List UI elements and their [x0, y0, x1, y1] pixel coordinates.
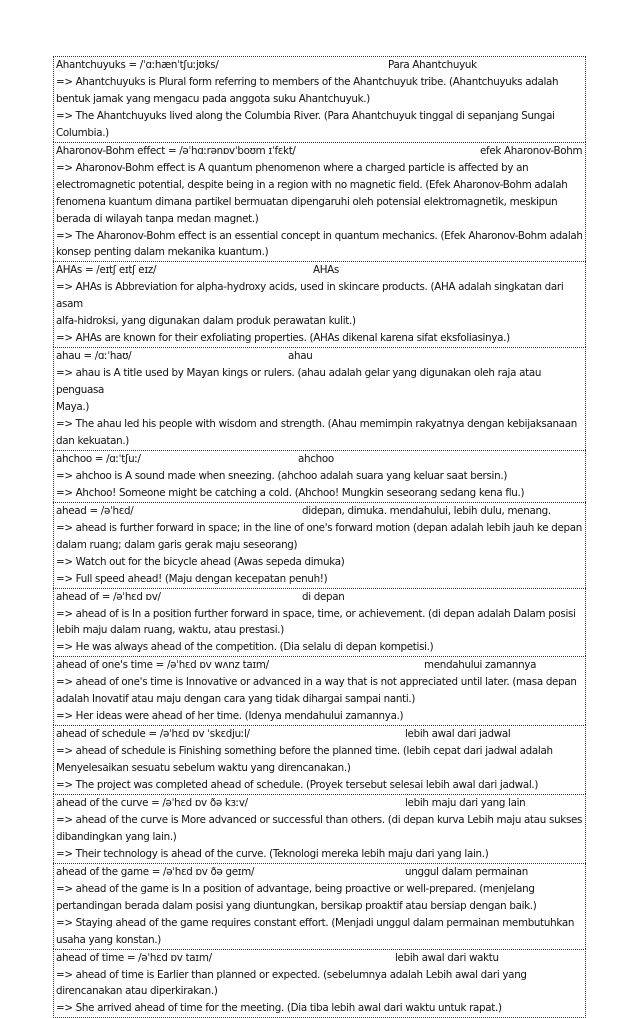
example-line: => He was always ahead of the competition. (Dia selalu di depan kompetisi.) [56, 641, 434, 654]
example-line: => Full speed ahead! (Maju dengan kecepatan penuh!) [56, 572, 328, 585]
dictionary-entry [53, 863, 586, 949]
dictionary-entry [53, 142, 586, 262]
example-line: usaha yang konstan.) [56, 933, 161, 946]
headword: ahead of the curve = /əˈhɛd ɒv ðə kɜːv/ [56, 796, 248, 809]
definition-line: dalam ruang; dalam garis gerak maju seseorang) [56, 538, 298, 551]
definition-line: adalah Inovatif atau maju dengan cara yang tidak dihargai sampai nanti.) [56, 693, 416, 706]
dictionary-page [53, 56, 586, 1018]
definition-line: => ahead is further forward in space; in the line of one's forward motion (depan adalah lebih jauh ke depan [56, 521, 582, 534]
example-line: => Their technology is ahead of the curve. (Teknologi mereka lebih maju dari yang lain.) [56, 847, 489, 860]
definition-line: alfa-hidroksi, yang digunakan dalam produk perawatan kulit.) [56, 315, 356, 328]
definition-line: => ahead of one's time is Innovative or advanced in a way that is not appreciated until later. (masa depan [56, 676, 577, 689]
entry-header [56, 348, 583, 365]
entry-header [56, 451, 583, 468]
definition-line: fenomena kuantum dimana partikel bermuatan dipengaruhi oleh potensial elektromagnetik, meskipun [56, 195, 558, 208]
translation: didepan, dimuka. mendahului, lebih dulu, menang. [302, 504, 551, 517]
entry-header [56, 726, 583, 743]
definition-line: => ahead of is In a position further forward in space, time, or achievement. (di depan adalah Dalam posisi [56, 607, 576, 620]
definition-line: pertandingan berada dalam posisi yang diuntungkan, bersikap proaktif atau bersiap dengan baik.) [56, 899, 537, 912]
dictionary-entry [53, 347, 586, 450]
dictionary-entry [53, 588, 586, 657]
translation: Para Ahantchuyuk [388, 59, 477, 71]
definition-line: electromagnetic potential, despite being in a region with no magnetic field. (Efek Aharonov-Bohm adalah [56, 178, 568, 191]
headword: ahau = /ɑːˈhaʊ/ [56, 350, 132, 363]
definition-line: => ahead of schedule is Finishing something before the planned time. (lebih cepat dari jadwal adalah [56, 745, 553, 758]
definition-line: lebih maju dalam ruang, waktu, atau prestasi.) [56, 624, 284, 637]
example-line: => Watch out for the bicycle ahead (Awas sepeda dimuka) [56, 555, 345, 568]
translation: ahchoo [298, 452, 334, 465]
definition-line: => ahead of the curve is More advanced or successful than others. (di depan kurva Lebih maju atau sukses [56, 813, 583, 826]
definition-line: dibandingkan yang lain.) [56, 830, 177, 843]
example-line: => Ahchoo! Someone might be catching a cold. (Ahchoo! Mungkin seseorang sedang kena flu.) [56, 486, 525, 499]
headword: ahead of time = /əˈhɛd ɒv taɪm/ [56, 951, 212, 964]
example-line: dan kekuatan.) [56, 434, 130, 447]
definition-line: => ahau is A title used by Mayan kings or rulers. (ahau adalah gelar yang digunakan oleh raja atau penguasa [56, 367, 542, 397]
definition-line: => ahead of the game is In a position of advantage, being proactive or well-prepared. (menjelang [56, 882, 535, 895]
example-line: => She arrived ahead of time for the meeting. (Dia tiba lebih awal dari waktu untuk rapat.) [56, 1002, 502, 1015]
headword: ahead of = /əˈhɛd ɒv/ [56, 590, 161, 603]
definition-line: => Aharonov-Bohm effect is A quantum phenomenon where a charged particle is affected by an [56, 161, 529, 174]
definition-line: Menyelesaikan sesuatu sebelum waktu yang direncanakan.) [56, 762, 351, 775]
headword: ahead = /əˈhɛd/ [56, 504, 134, 517]
example-line: => Her ideas were ahead of her time. (Idenya mendahului zamannya.) [56, 710, 404, 723]
translation: unggul dalam permainan [405, 865, 528, 878]
definition-line: => ahchoo is A sound made when sneezing. (ahchoo adalah suara yang keluar saat bersin.) [56, 469, 508, 482]
dictionary-entry [53, 949, 586, 1018]
dictionary-entry [53, 502, 586, 588]
entry-header [56, 143, 583, 160]
definition-line: => Ahantchuyuks is Plural form referring to members of the Ahantchuyuk tribe. (Ahantchuyuks adalah [56, 75, 559, 88]
headword: ahead of one's time = /əˈhɛd ɒv wʌnz taɪm/ [56, 659, 269, 672]
translation: lebih awal dari jadwal [405, 728, 511, 741]
entry-header [56, 503, 583, 520]
dictionary-entry [53, 725, 586, 794]
entry-header [56, 864, 583, 881]
headword: ahead of the game = /əˈhɛd ɒv ðə geɪm/ [56, 865, 255, 878]
definition-line: berada di wilayah tanpa medan magnet.) [56, 212, 259, 225]
headword: AHAs = /eɪtʃ eɪtʃ eɪz/ [56, 264, 157, 277]
entry-header [56, 589, 583, 606]
definition-line: Maya.) [56, 401, 90, 414]
example-line: => The project was completed ahead of schedule. (Proyek tersebut selesai lebih awal dari jadwal.) [56, 779, 539, 792]
definition-line: bentuk jamak yang mengacu pada anggota suku Ahantchuyuk.) [56, 92, 370, 105]
dictionary-entry [53, 261, 586, 347]
headword: ahchoo = /ɑːˈtʃuː/ [56, 452, 141, 465]
translation: di depan [302, 590, 345, 603]
example-line: => AHAs are known for their exfoliating properties. (AHAs dikenal karena sifat eksfoliasinya.) [56, 332, 510, 345]
definition-line: => ahead of time is Earlier than planned or expected. (sebelumnya adalah Lebih awal dari yang [56, 968, 527, 981]
entry-header [56, 795, 583, 812]
dictionary-entry [53, 450, 586, 502]
headword: Aharonov-Bohm effect = /əˈhɑːrənɒvˈboʊm ɪˈfɛkt/ [56, 144, 296, 157]
definition-line: => AHAs is Abbreviation for alpha-hydroxy acids, used in skincare products. (AHA adalah singkatan dari asam [56, 281, 564, 311]
example-line: konsep penting dalam mekanika kuantum.) [56, 246, 269, 259]
translation: ahau [288, 350, 313, 363]
translation: efek Aharonov-Bohm [480, 144, 583, 157]
definition-line: direncanakan atau diperkirakan.) [56, 985, 218, 998]
translation: lebih maju dari yang lain [405, 796, 526, 809]
example-line: => The Ahantchuyuks lived along the Columbia River. (Para Ahantchuyuk tinggal di sepanjang Sungai [56, 109, 555, 122]
example-line: => The Aharonov-Bohm effect is an essential concept in quantum mechanics. (Efek Aharonov-Bohm adalah [56, 229, 583, 242]
entry-header [56, 57, 583, 74]
translation: lebih awal dari waktu [395, 951, 499, 964]
example-line: => Staying ahead of the game requires constant effort. (Menjadi unggul dalam permainan membutuhkan [56, 916, 575, 929]
headword: Ahantchuyuks = /ˈɑːhænˈtʃuːjʊks/ [56, 59, 219, 71]
entry-header [56, 950, 583, 967]
example-line: Columbia.) [56, 126, 109, 139]
dictionary-entry [53, 656, 586, 725]
translation: mendahului zamannya [424, 659, 537, 672]
example-line: => The ahau led his people with wisdom and strength. (Ahau memimpin rakyatnya dengan kebijaksanaan [56, 418, 577, 431]
dictionary-entry [53, 56, 586, 142]
headword: ahead of schedule = /əˈhɛd ɒv ˈskɛdjuːl/ [56, 728, 250, 741]
dictionary-entry [53, 794, 586, 863]
entry-header [56, 262, 583, 279]
entry-header [56, 657, 583, 674]
translation: AHAs [313, 264, 339, 277]
